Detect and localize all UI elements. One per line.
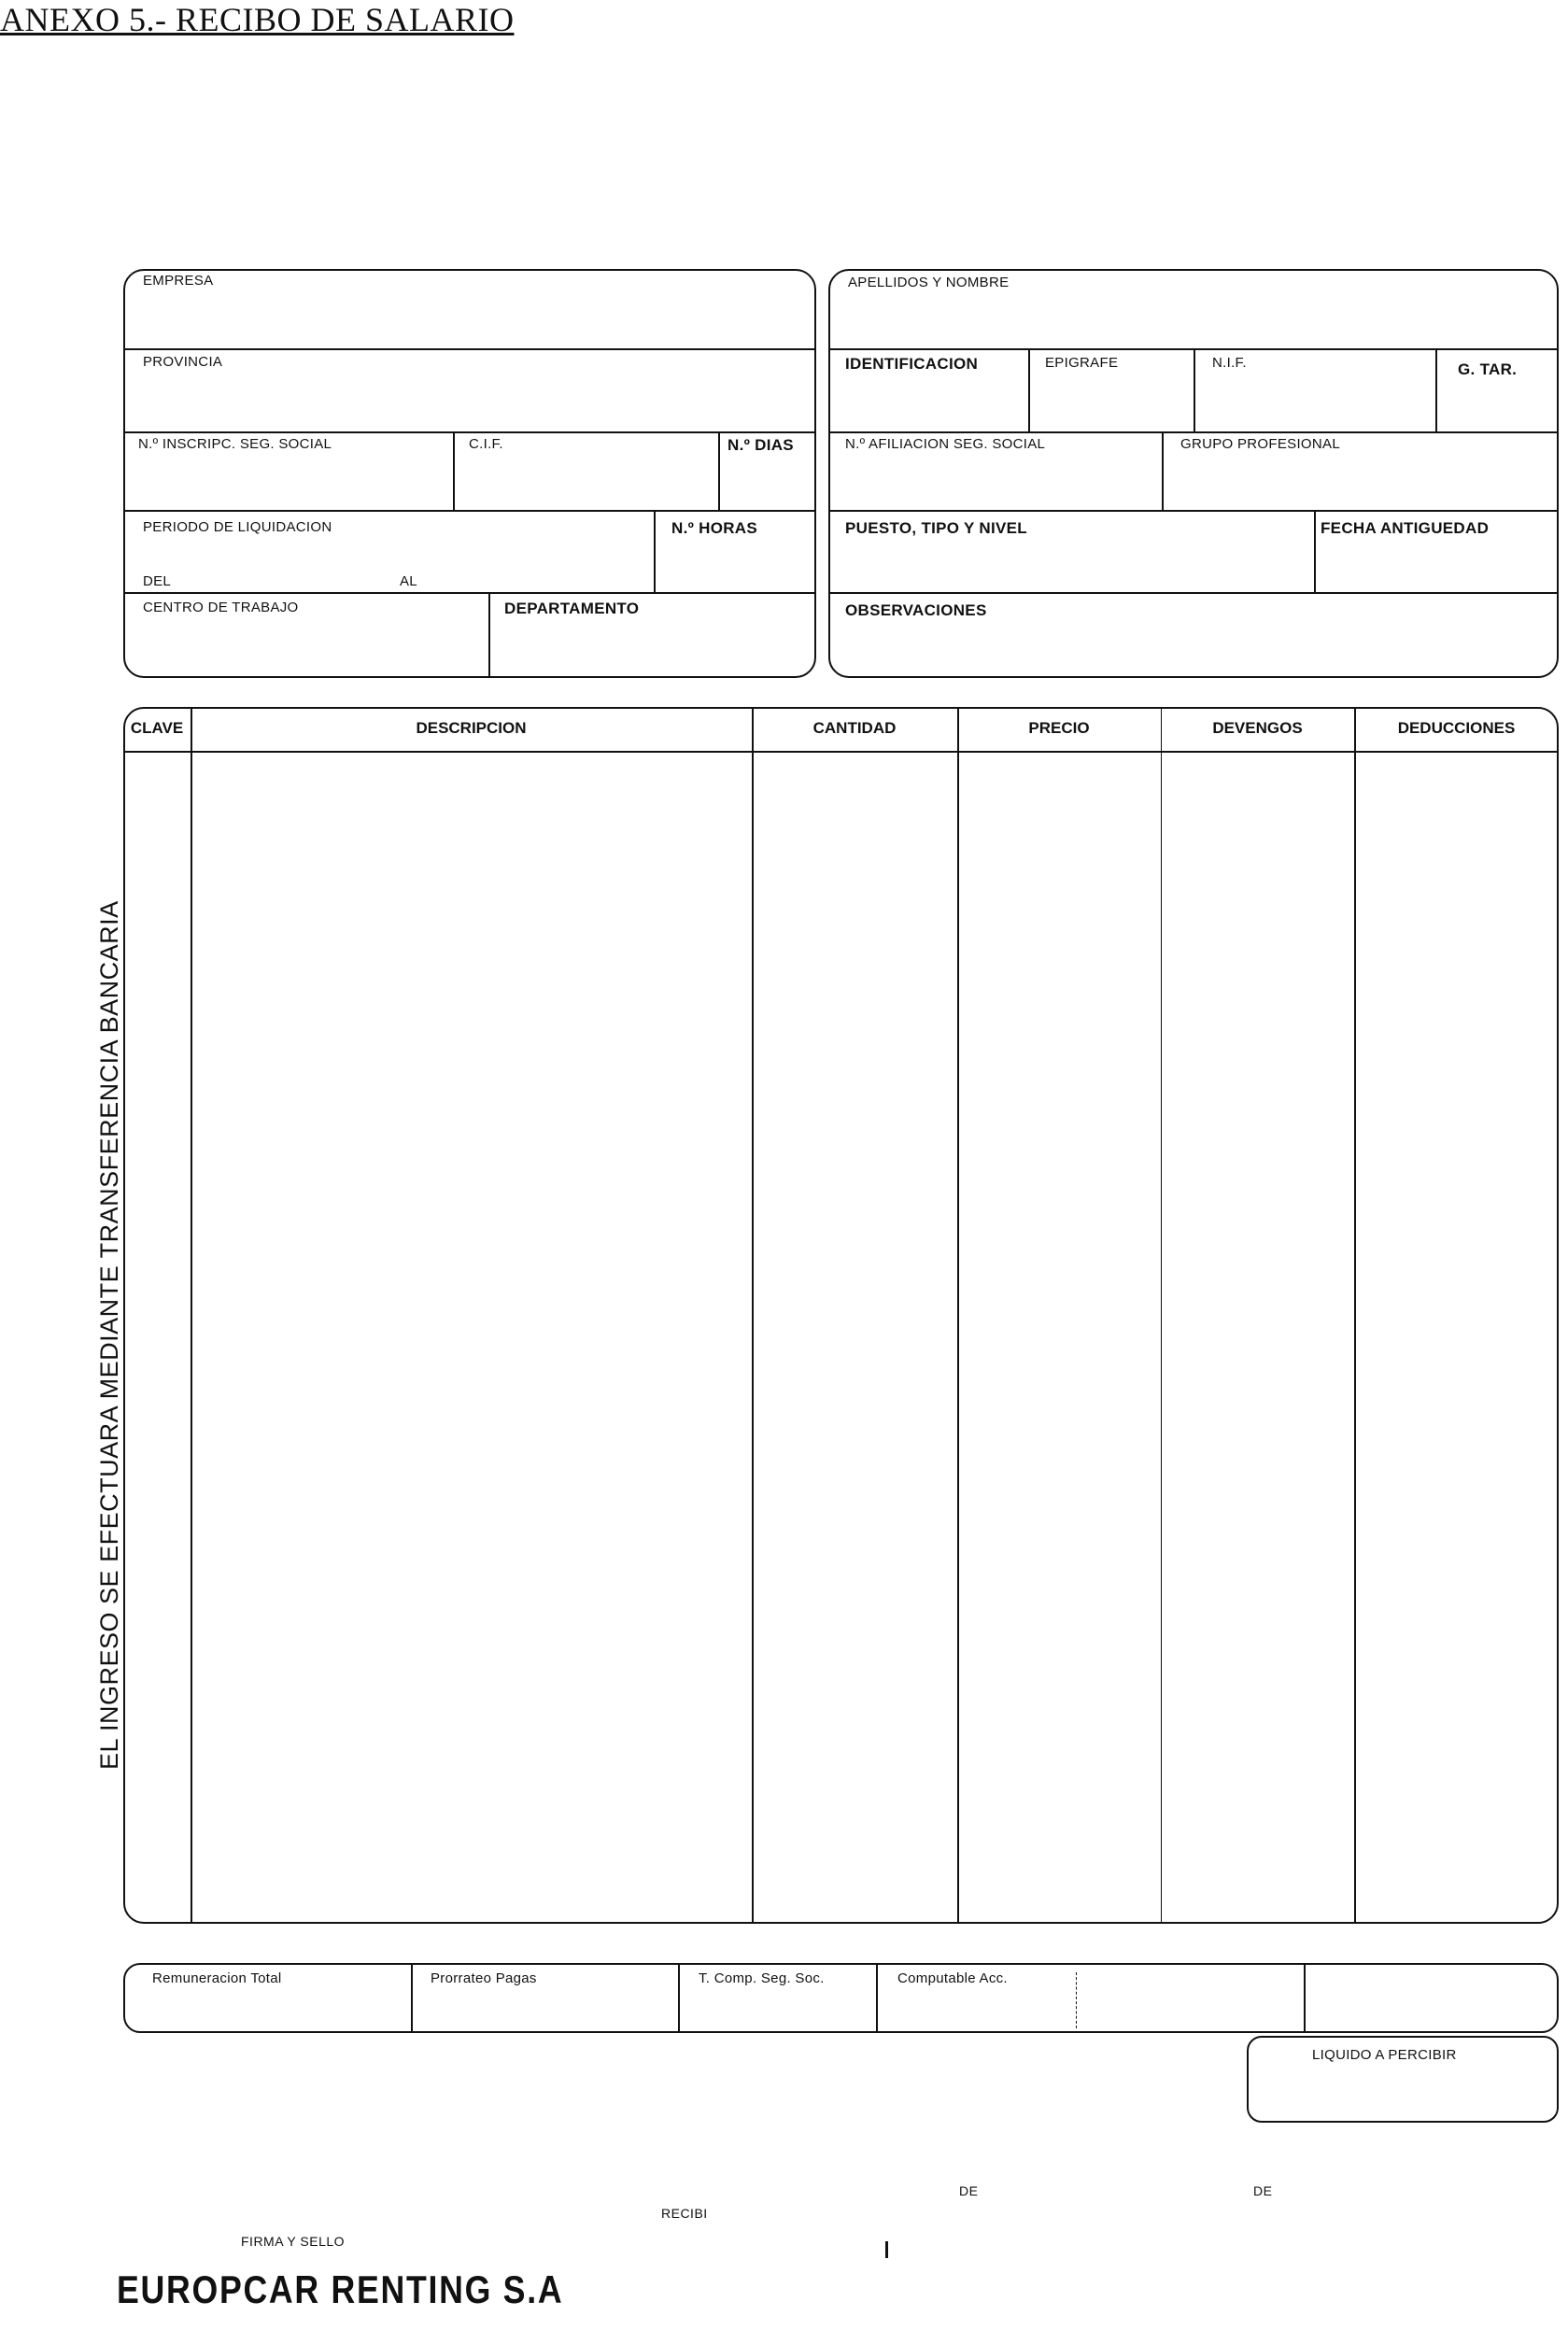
column-header-clave: CLAVE — [130, 719, 184, 737]
date-de-label: DE — [1253, 2183, 1273, 2198]
table-header-divider — [123, 751, 1559, 753]
employee-divider — [828, 510, 1559, 512]
column-divider — [752, 707, 754, 1924]
remuneracion-label: Remuneracion Total — [152, 1970, 282, 1986]
comp-seg-label: T. Comp. Seg. Soc. — [699, 1970, 825, 1986]
departamento-label: DEPARTAMENTO — [504, 600, 640, 617]
employer-divider — [123, 510, 816, 512]
nif-label: N.I.F. — [1212, 355, 1247, 371]
side-note: EL INGRESO SE EFECTUARA MEDIANTE TRANSFERENCIA BANCARIA — [95, 900, 123, 1770]
employer-divider — [123, 592, 816, 594]
n-horas-label: N.º HORAS — [671, 519, 758, 537]
apellidos-label: APELLIDOS Y NOMBRE — [848, 275, 1010, 290]
column-divider — [191, 707, 192, 1924]
employer-divider — [453, 431, 455, 510]
recibi-label: RECIBI — [661, 2206, 708, 2221]
column-header-descripcion: DESCRIPCION — [416, 719, 527, 737]
empresa-label: EMPRESA — [143, 273, 214, 289]
observaciones-label: OBSERVACIONES — [845, 601, 987, 619]
employee-divider — [1314, 510, 1316, 592]
n-dias-label: N.º DIAS — [727, 436, 794, 454]
employee-divider — [1435, 348, 1437, 431]
employer-divider — [718, 431, 720, 510]
g-tar-label: G. TAR. — [1458, 360, 1518, 378]
liquido-label: LIQUIDO A PERCIBIR — [1312, 2047, 1457, 2063]
prorrateo-label: Prorrateo Pagas — [431, 1970, 537, 1986]
employer-box — [123, 269, 816, 678]
totals-divider — [876, 1963, 878, 2033]
document-title: ANEXO 5.- RECIBO DE SALARIO — [0, 1, 515, 38]
periodo-label: PERIODO DE LIQUIDACION — [143, 519, 332, 535]
employer-divider — [123, 348, 816, 350]
inscripcion-label: N.º INSCRIPC. SEG. SOCIAL — [138, 436, 332, 452]
epigrafe-label: EPIGRAFE — [1045, 355, 1119, 371]
firma-label: FIRMA Y SELLO — [241, 2234, 346, 2249]
totals-divider — [678, 1963, 680, 2033]
employee-divider — [828, 592, 1559, 594]
column-header-cantidad: CANTIDAD — [812, 719, 897, 737]
totals-divider — [1304, 1963, 1306, 2033]
column-header-devengos: DEVENGOS — [1212, 719, 1303, 737]
employee-divider — [1194, 348, 1195, 431]
provincia-label: PROVINCIA — [143, 354, 223, 370]
employer-divider — [488, 592, 490, 678]
afiliacion-label: N.º AFILIACION SEG. SOCIAL — [845, 436, 1046, 452]
employee-divider — [828, 431, 1559, 433]
totals-divider — [1076, 1972, 1077, 2028]
puesto-label: PUESTO, TIPO Y NIVEL — [845, 519, 1027, 537]
employer-divider — [654, 510, 656, 592]
employer-divider — [123, 431, 816, 433]
line-items-table — [123, 707, 1559, 1924]
computable-label: Computable Acc. — [897, 1970, 1008, 1986]
al-label: AL — [400, 573, 417, 589]
grupo-label: GRUPO PROFESIONAL — [1180, 436, 1340, 452]
identificacion-label: IDENTIFICACION — [845, 355, 979, 373]
centro-label: CENTRO DE TRABAJO — [143, 600, 299, 615]
cif-label: C.I.F. — [469, 436, 503, 452]
column-divider — [957, 707, 959, 1924]
column-divider — [1354, 707, 1356, 1924]
pen-mark — [885, 2241, 888, 2258]
column-divider — [1161, 707, 1162, 1924]
employee-divider — [1028, 348, 1030, 431]
column-header-precio: PRECIO — [1028, 719, 1090, 737]
del-label: DEL — [143, 573, 172, 589]
totals-box — [123, 1963, 1559, 2033]
date-de-label: DE — [959, 2183, 979, 2198]
fecha-antiguedad-label: FECHA ANTIGUEDAD — [1321, 519, 1490, 537]
totals-divider — [411, 1963, 413, 2033]
employee-divider — [1162, 431, 1164, 510]
column-header-deducciones: DEDUCCIONES — [1397, 719, 1516, 737]
company-logo: EUROPCAR RENTING S.A — [117, 2267, 564, 2311]
